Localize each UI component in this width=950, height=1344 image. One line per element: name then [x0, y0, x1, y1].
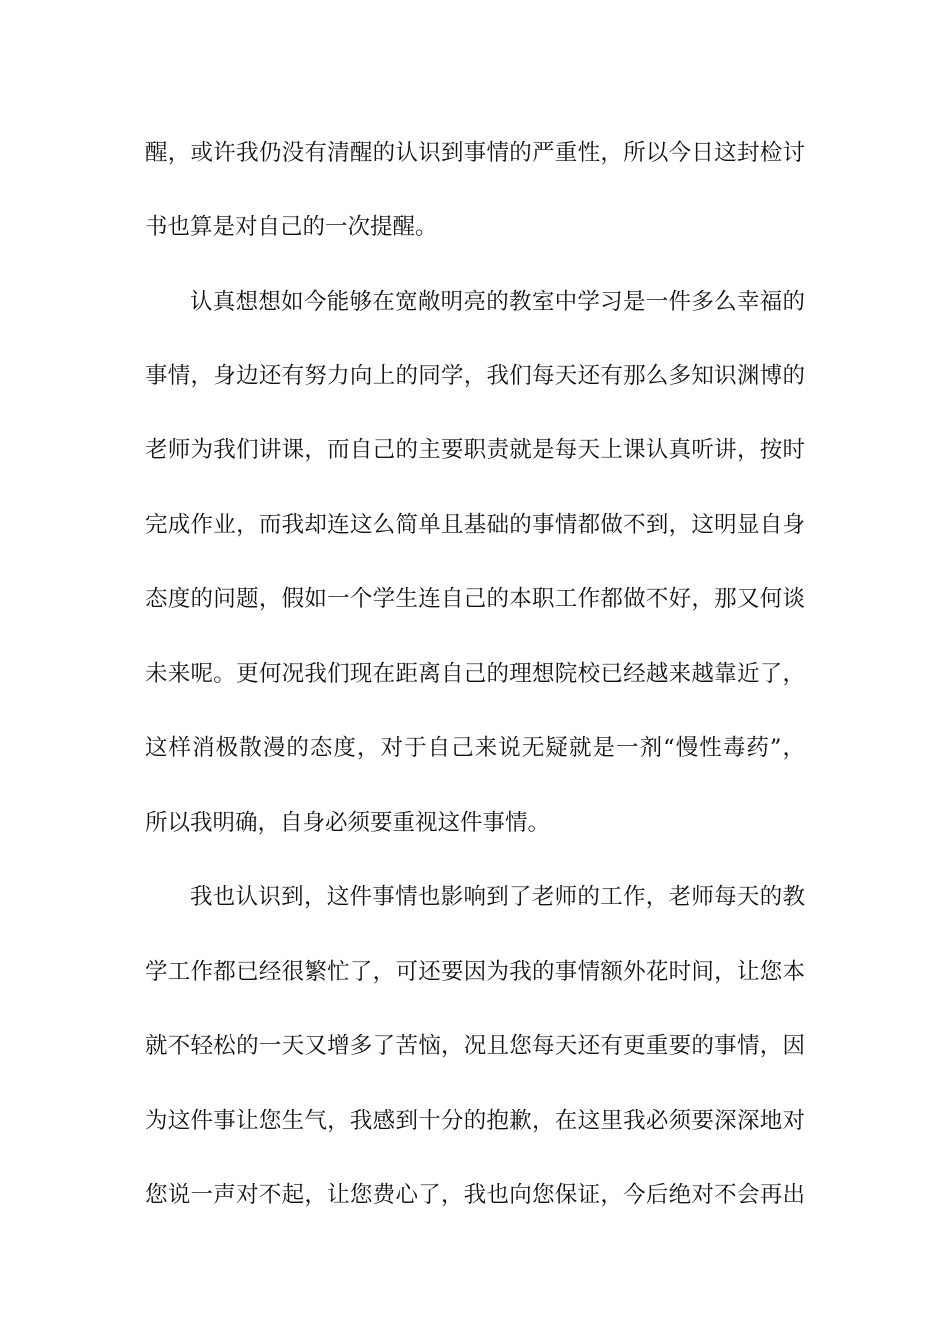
text-line: 这样消极散漫的态度，对于自己来说无疑就是一剂“慢性毒药”， — [145, 735, 805, 761]
text-line: 老师为我们讲课，而自己的主要职责就是每天上课认真听讲，按时 — [145, 437, 805, 463]
text-line: 就不轻松的一天又增多了苦恼，况且您每天还有更重要的事情，因 — [145, 1033, 805, 1059]
paragraph-first-line: 我也认识到，这件事情也影响到了老师的工作，老师每天的教 — [190, 884, 805, 910]
paragraph-first-line: 认真想想如今能够在宽敞明亮的教室中学习是一件多么幸福的 — [190, 289, 805, 315]
text-line: 为这件事让您生气，我感到十分的抱歉，在这里我必须要深深地对 — [145, 1108, 805, 1134]
text-line: 您说一声对不起，让您费心了，我也向您保证，今后绝对不会再出 — [145, 1182, 805, 1208]
text-line: 学工作都已经很繁忙了，可还要因为我的事情额外花时间，让您本 — [145, 959, 805, 985]
text-line: 态度的问题，假如一个学生连自己的本职工作都做不好，那又何谈 — [145, 586, 805, 612]
text-line: 未来呢。更何况我们现在距离自己的理想院校已经越来越靠近了， — [145, 661, 805, 687]
text-line: 完成作业，而我却连这么简单且基础的事情都做不到，这明显自身 — [145, 512, 805, 538]
text-line: 醒，或许我仍没有清醒的认识到事情的严重性，所以今日这封检讨 — [145, 140, 805, 166]
text-line: 所以我明确，自身必须要重视这件事情。 — [145, 810, 551, 836]
text-line: 事情，身边还有努力向上的同学，我们每天还有那么多知识渊博的 — [145, 363, 805, 389]
text-line: 书也算是对自己的一次提醒。 — [145, 214, 438, 240]
